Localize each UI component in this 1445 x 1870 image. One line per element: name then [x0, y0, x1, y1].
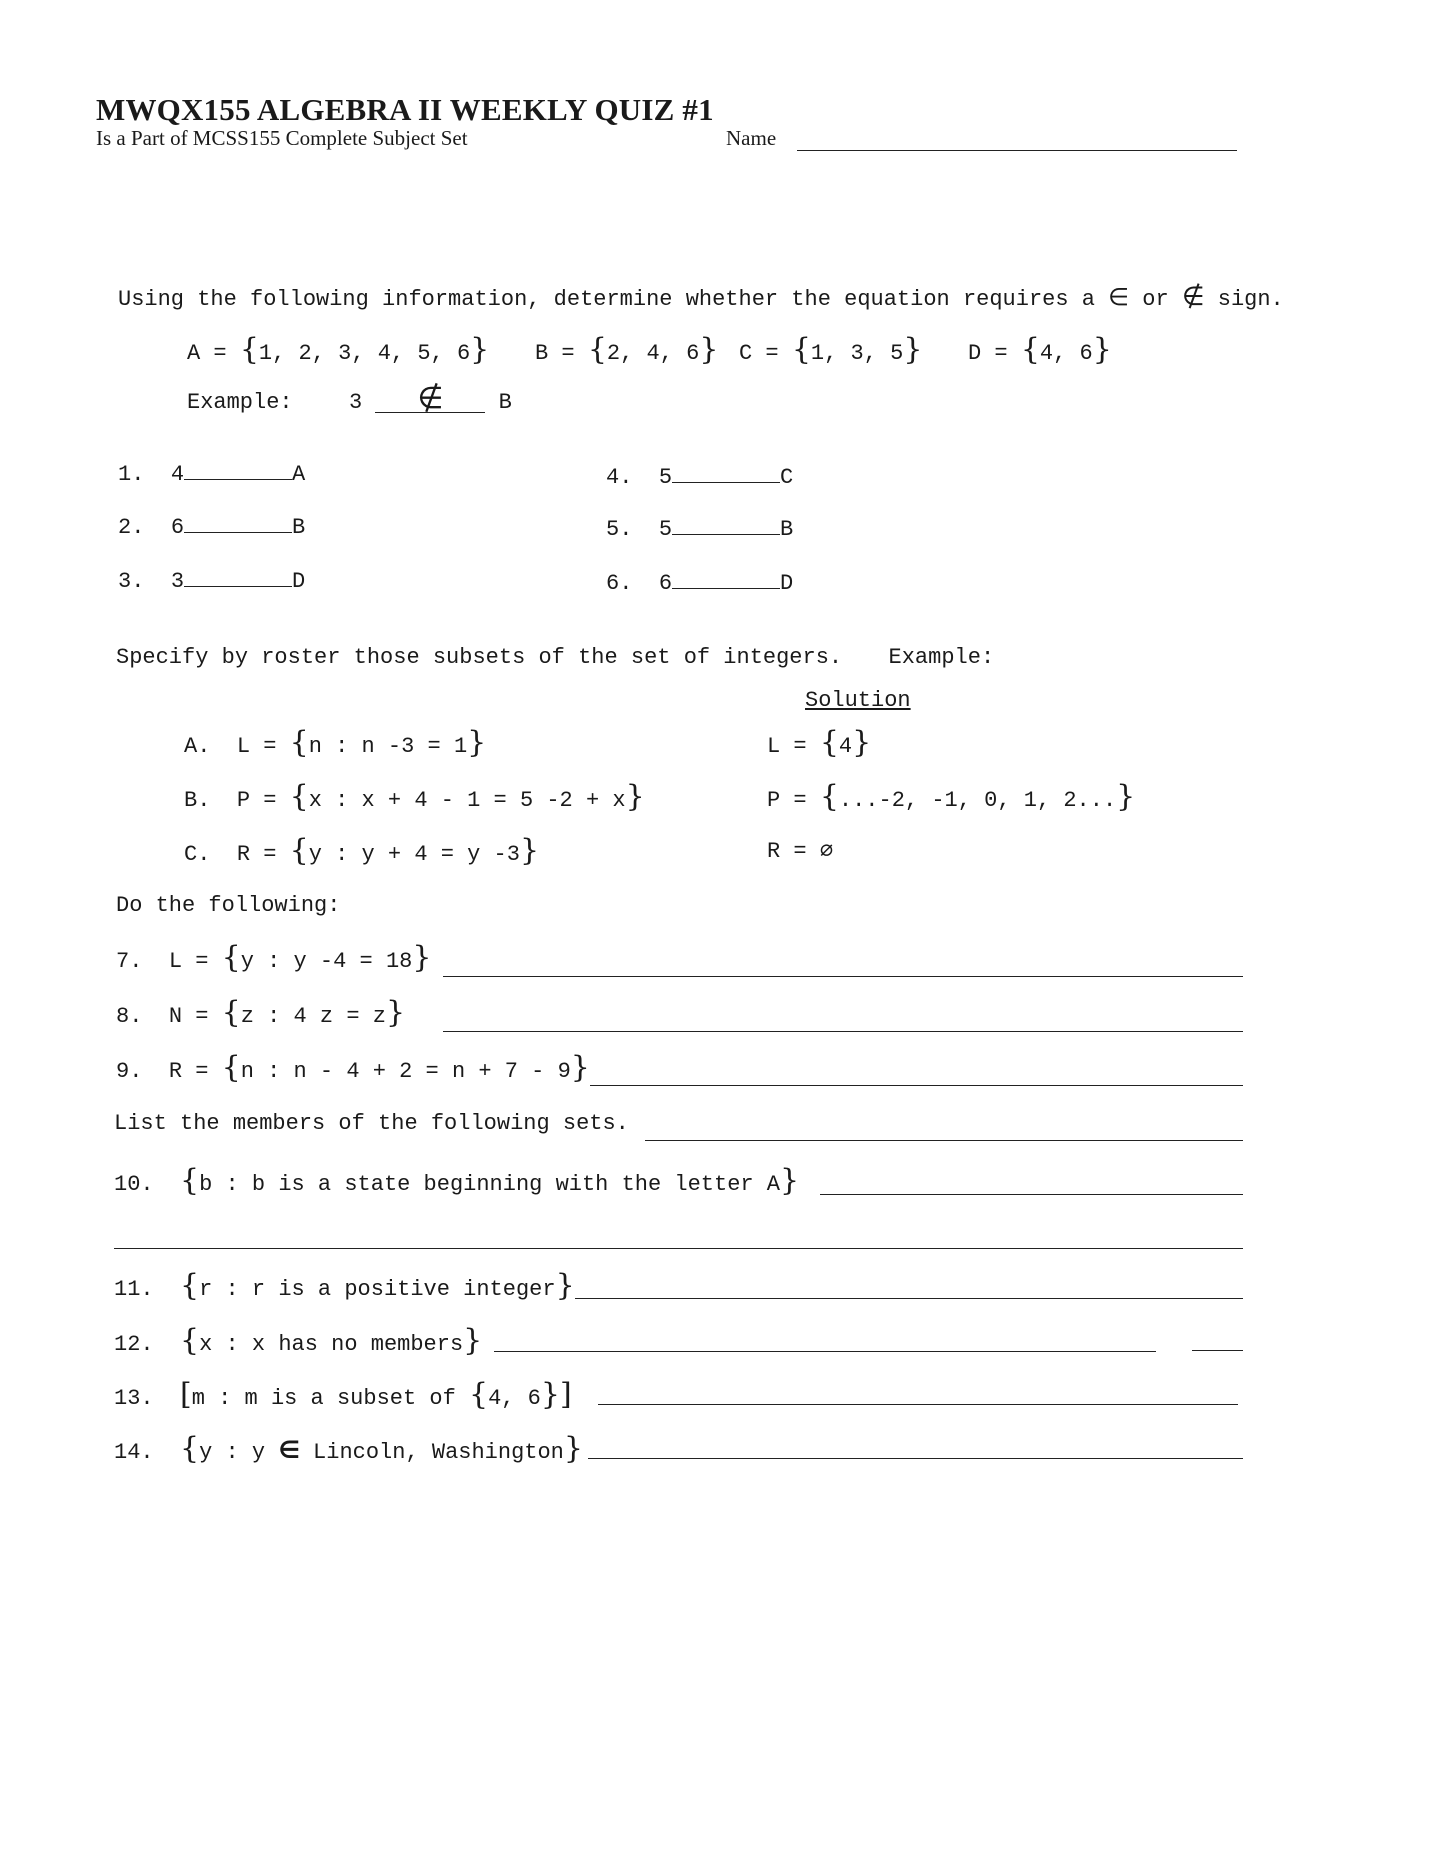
set-b [535, 332, 718, 367]
brace-close: } [570, 1050, 590, 1085]
brace-close: } [903, 332, 923, 367]
brace-open: { [239, 332, 259, 367]
brace-close: } [519, 833, 540, 868]
brace-close: } [555, 1268, 575, 1303]
problem-right: C [780, 465, 794, 490]
sign-word: sign. [1217, 287, 1284, 312]
problem-number: 13. [114, 1386, 154, 1411]
problem-number: 10. [114, 1172, 154, 1197]
answer-line-13[interactable] [598, 1404, 1238, 1405]
example-label: Example: [187, 390, 293, 415]
problem-left: 6 [170, 515, 185, 540]
or-word: or [1142, 287, 1169, 312]
set-d-members: 4, 6 [1039, 341, 1093, 366]
example-answer: ∉ [375, 388, 485, 413]
problem-number: 2. [118, 515, 145, 540]
brace-close: } [467, 725, 487, 760]
set-a [187, 332, 489, 367]
bracket-close: ] [559, 1377, 572, 1412]
example-body: y : y + 4 = y -3 [308, 842, 520, 867]
brace-open: { [791, 332, 811, 367]
problem-body-rest: Lincoln, Washington [313, 1440, 564, 1465]
set-c-name: C = [739, 341, 779, 366]
brace-close: } [625, 779, 645, 814]
problem-right: A [292, 462, 306, 487]
brace-open: { [289, 833, 309, 868]
example-body: x : x + 4 - 1 = 5 -2 + x [308, 788, 626, 813]
answer-line-12[interactable] [494, 1351, 1156, 1352]
brace-open: { [819, 725, 839, 760]
example-letter: C. [184, 842, 211, 867]
section1-instruction [118, 282, 1284, 312]
empty-set-symbol: ∅ [819, 839, 834, 864]
problem-2 [118, 510, 305, 540]
section3-instruction: Do the following: [116, 893, 341, 918]
element-of-symbol: ∈ [278, 1436, 300, 1464]
problem-right: D [292, 569, 306, 594]
problem-body: y : y -4 = 18 [240, 949, 413, 974]
brace-close: } [563, 1431, 583, 1466]
brace-open: { [180, 1163, 200, 1198]
set-b-name: B = [535, 341, 575, 366]
brace-close: } [1092, 332, 1112, 367]
answer-blank[interactable] [672, 460, 780, 483]
brace-open: { [1020, 332, 1040, 367]
answer-line-7[interactable] [443, 976, 1243, 977]
answer-line-8[interactable] [443, 1031, 1243, 1032]
answer-blank[interactable] [184, 457, 292, 480]
brace-open: { [289, 725, 309, 760]
problem-number: 6. [606, 571, 633, 596]
subset-members: 4, 6 [488, 1386, 541, 1411]
brace-open: { [180, 1431, 200, 1466]
solution-a [767, 725, 871, 760]
brace-close: } [540, 1377, 560, 1412]
problem-12 [114, 1323, 482, 1358]
problem-number: 7. [116, 949, 143, 974]
answer-line-10[interactable] [820, 1194, 1243, 1195]
element-of-symbol: ∈ [1108, 283, 1130, 311]
brace-close: } [780, 1163, 800, 1198]
quiz-subtitle: Is a Part of MCSS155 Complete Subject Set [96, 126, 468, 150]
brace-close: } [412, 940, 432, 975]
problem-13 [114, 1377, 572, 1412]
solution-body: 4 [838, 734, 853, 759]
example-right: B [498, 390, 512, 415]
problem-6 [606, 566, 793, 596]
solution-lhs: L = [767, 734, 807, 759]
problem-right: B [780, 517, 794, 542]
bracket-open: [ [180, 1377, 192, 1412]
example-row [187, 381, 512, 416]
instruction-text: Using the following information, determine whether the equation requires a [118, 287, 1095, 312]
brace-open: { [180, 1323, 200, 1358]
brace-open: { [819, 779, 839, 814]
brace-open: { [468, 1377, 489, 1412]
brace-open: { [587, 332, 607, 367]
problem-number: 8. [116, 1004, 143, 1029]
problem-8 [116, 995, 405, 1030]
section2-instruction [116, 645, 994, 670]
brace-close: } [470, 332, 490, 367]
problem-number: 11. [114, 1277, 154, 1302]
problem-left: 4 [170, 462, 185, 487]
problem-body: y : y [199, 1440, 266, 1465]
set-d-name: D = [968, 341, 1008, 366]
example-letter: B. [184, 788, 211, 813]
problem-number: 1. [118, 462, 145, 487]
problem-lhs: R = [168, 1059, 209, 1084]
solution-body: ...-2, -1, 0, 1, 2... [838, 788, 1117, 813]
brace-close: } [699, 332, 719, 367]
problem-number: 12. [114, 1332, 154, 1357]
solution-header: Solution [805, 688, 911, 713]
example-label: Example: [888, 645, 995, 670]
solution-lhs: R = [767, 839, 807, 864]
problem-left: 5 [658, 465, 673, 490]
section4-instruction: List the members of the following sets. [114, 1111, 629, 1136]
not-element-of-symbol: ∉ [1181, 282, 1205, 312]
problem-left: 3 [170, 569, 185, 594]
problem-body: b : b is a state beginning with the letter A [199, 1172, 781, 1197]
answer-blank[interactable] [184, 510, 292, 533]
brace-close: } [1116, 779, 1136, 814]
problem-11 [114, 1268, 575, 1303]
problem-14 [114, 1431, 583, 1466]
instruction-text: Specify by roster those subsets of the set of integers. [116, 645, 843, 670]
set-c-members: 1, 3, 5 [810, 341, 904, 366]
set-c [739, 332, 922, 367]
problem-body: n : n - 4 + 2 = n + 7 - 9 [240, 1059, 571, 1084]
set-b-members: 2, 4, 6 [606, 341, 700, 366]
set-a-members: 1, 2, 3, 4, 5, 6 [258, 341, 471, 366]
example-lhs: R = [236, 842, 277, 867]
problem-body: m : m is a subset of [191, 1386, 456, 1411]
problem-1 [118, 457, 305, 487]
set-a-name: A = [187, 341, 227, 366]
example-body: n : n -3 = 1 [308, 734, 468, 759]
problem-number: 9. [116, 1059, 143, 1084]
problem-number: 4. [606, 465, 633, 490]
example-left: 3 [349, 390, 363, 415]
quiz-title: MWQX155 ALGEBRA II WEEKLY QUIZ #1 [96, 92, 714, 127]
answer-blank[interactable] [672, 512, 780, 535]
problem-left: 6 [658, 571, 673, 596]
brace-close: } [852, 725, 872, 760]
problem-3 [118, 564, 305, 594]
example-b [184, 779, 645, 814]
problem-number: 3. [118, 569, 145, 594]
problem-lhs: L = [168, 949, 209, 974]
problem-7 [116, 940, 431, 975]
problem-4 [606, 460, 793, 490]
problem-body: r : r is a positive integer [199, 1277, 556, 1302]
brace-open: { [221, 1050, 241, 1085]
brace-open: { [221, 940, 241, 975]
name-field[interactable] [797, 150, 1237, 151]
problem-right: B [292, 515, 306, 540]
problem-10 [114, 1163, 799, 1198]
problem-number: 5. [606, 517, 633, 542]
example-letter: A. [184, 734, 211, 759]
example-a [184, 725, 486, 760]
solution-lhs: P = [767, 788, 807, 813]
answer-line-9[interactable] [590, 1085, 1243, 1086]
answer-line-11[interactable] [575, 1298, 1243, 1299]
answer-blank[interactable] [672, 566, 780, 589]
example-c [184, 833, 539, 868]
brace-open: { [221, 995, 241, 1030]
problem-body: x : x has no members [199, 1332, 464, 1357]
problem-left: 5 [658, 517, 673, 542]
name-label: Name [726, 126, 777, 150]
problem-body: z : 4 z = z [240, 1004, 386, 1029]
answer-blank[interactable] [184, 564, 292, 587]
problem-right: D [780, 571, 794, 596]
example-lhs: P = [236, 788, 277, 813]
answer-line-list[interactable] [645, 1140, 1243, 1141]
brace-close: } [463, 1323, 483, 1358]
example-lhs: L = [236, 734, 277, 759]
answer-line-10-continued[interactable] [114, 1248, 1243, 1249]
brace-open: { [180, 1268, 200, 1303]
answer-line-14[interactable] [588, 1458, 1243, 1459]
solution-b [767, 779, 1135, 814]
problem-5 [606, 512, 793, 542]
problem-lhs: N = [168, 1004, 209, 1029]
brace-open: { [289, 779, 309, 814]
problem-number: 14. [114, 1440, 154, 1465]
answer-line-12-tail [1192, 1350, 1243, 1351]
problem-9 [116, 1050, 590, 1085]
brace-close: } [385, 995, 406, 1030]
solution-c [767, 838, 833, 864]
set-d [968, 332, 1112, 367]
